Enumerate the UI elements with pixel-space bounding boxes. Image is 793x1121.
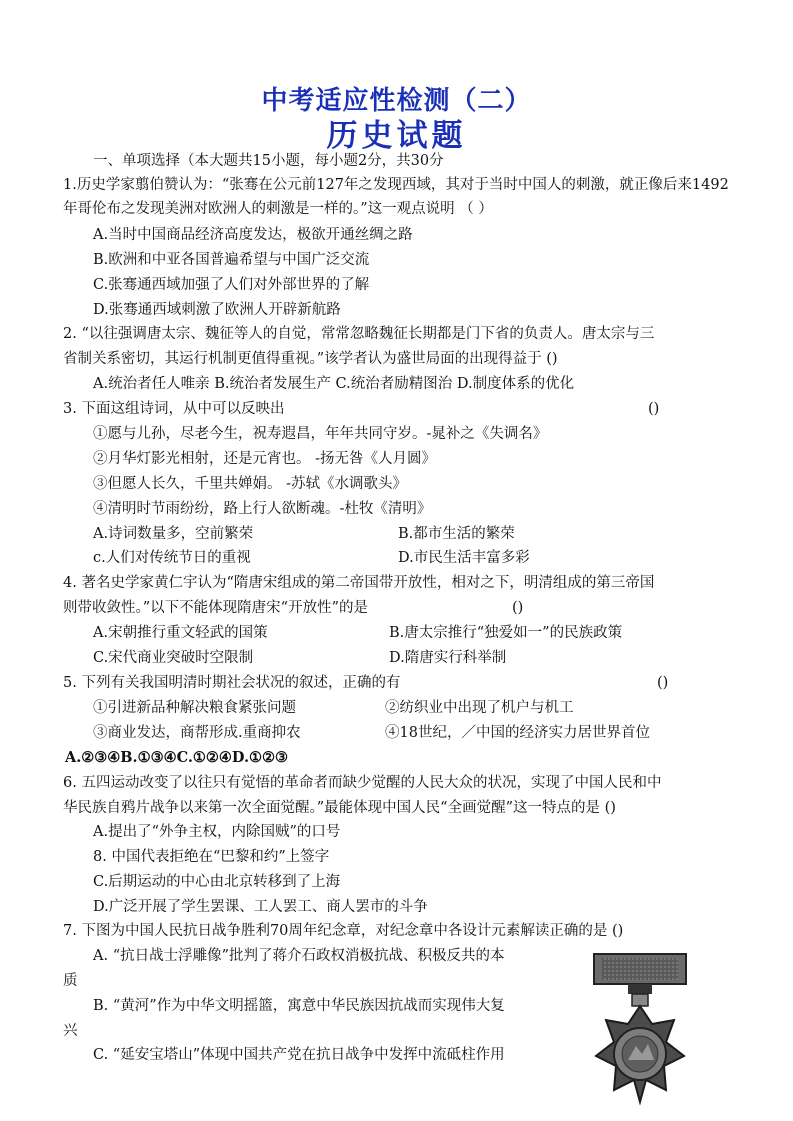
q3-option-d: D.市民生活丰富多彩 [398,550,530,566]
q5-answer-paren: () [657,675,669,691]
q4-option-b: B.唐太宗推行“独爱如一”的民族政策 [389,625,623,641]
medal-ribbon-clasp [628,984,652,994]
q5-item-2: ②纺织业中出现了机户与机工 [385,700,574,716]
q7-stem: 7. 下图为中国人民抗日战争胜利70周年纪念章，对纪念章中各设计元素解读正确的是 () [63,923,624,939]
q2-stem-line1: 2. “以往强调唐太宗、魏征等人的自觉，常常忽略魏征长期都是门下省的负责人。唐太宗与三 [63,326,655,342]
q1-option-d: D.张骞通西域刺激了欧洲人开辟新航路 [93,302,341,318]
q5-options: A.②③④B.①③④C.①②④D.①②③ [65,749,289,766]
q6-stem-line1: 6. 五四运动改变了以往只有觉悟的革命者而缺少觉醒的人民大众的状况，实现了中国人民和中 [63,775,662,791]
q6-option-d: D.广泛开展了学生罢课、工人罢工、商人罢市的斗争 [93,899,428,915]
q7-option-c: C. “延安宝塔山”体现中国共产党在抗日战争中发挥中流砥柱作用 [93,1047,505,1063]
q6-option-c: C.后期运动的中心由北京转移到了上海 [93,874,341,890]
q6-option-a: A.提出了“外争主权，内除国贼”的口号 [93,824,341,840]
q5-stem: 5. 下列有关我国明清时期社会状况的叙述，正确的有 [63,675,401,691]
q6-option-b: 8. 中国代表拒绝在“巴黎和约”上签字 [93,849,330,865]
q7-option-a-line1: A. “抗日战士浮雕像”批判了蒋介石政权消极抗战、积极反共的本 [93,948,505,964]
q3-poem-1: ①愿与儿孙，尽老今生，祝寿遐昌，年年共同守岁。-晁补之《失调名》 [93,426,548,442]
exam-subtitle: 历史试题 [326,118,467,154]
q4-stem-line1: 4. 著名史学家黄仁宇认为“隋唐宋组成的第二帝国带开放性，相对之下，明清组成的第三帝国 [63,575,655,591]
q3-poem-4: ④清明时节雨纷纷，路上行人欲断魂。-杜牧《清明》 [93,501,432,517]
q4-answer-paren: () [512,600,524,616]
q1-stem-line1: 1.历史学家翦伯赞认为：“张骞在公元前127年之发现西域，其对于当时中国人的刺激，就正像后来1492 [63,177,729,193]
q3-poem-2: ②月华灯影光相射，还是元宵也。 -扬无咎《人月圆》 [93,451,437,467]
q5-item-1: ①引进新品种解决粮食紧张问题 [93,700,296,716]
exam-title: 中考适应性检测（二） [261,86,532,116]
q4-option-c: C.宋代商业突破时空限制 [93,650,254,666]
section-header: 一、单项选择（本大题共15小题，每小题2分，共30分 [93,153,444,169]
q3-stem: 3. 下面这组诗词，从中可以反映出 [63,401,285,417]
q4-stem-line2: 则带收敛性。”以下不能体现隋唐宋“开放性”的是 [63,600,368,616]
q1-stem-line2: 年哥伦布之发现美洲对欧洲人的刺激是一样的。”这一观点说明 （ ） [63,201,493,217]
q3-option-c: c.人们对传统节日的重视 [93,550,251,566]
q4-option-d: D.隋唐实行科举制 [389,650,507,666]
q1-option-c: C.张骞通西域加强了人们对外部世界的了解 [93,277,370,293]
q2-options: A.统治者任人唯亲 B.统治者发展生产 C.统治者励精图治 D.制度体系的优化 [93,376,575,392]
q5-item-4: ④18世纪，／中国的经济实力居世界首位 [385,725,650,741]
q7-option-a-line2: 质 [63,973,78,989]
q7-option-b-line2: 兴 [63,1023,78,1039]
medal-ribbon-pattern [602,958,678,980]
q3-answer-paren: () [648,401,660,417]
q3-option-a: A.诗词数量多，空前繁荣 [93,526,254,542]
q3-poem-3: ③但愿人长久，千里共婵娟。 -苏轼《水调歌头》 [93,476,408,492]
q4-option-a: A.宋朝推行重文轻武的国策 [93,625,268,641]
commemorative-medal-image [588,950,692,1110]
q3-option-b: B.都市生活的繁荣 [398,526,515,542]
q2-stem-line2: 省制关系密切，其运行机制更值得重视。”该学者认为盛世局面的出现得益于 () [63,351,558,367]
q1-option-b: B.欧洲和中亚各国普遍希望与中国广泛交流 [93,252,370,268]
q5-item-3: ③商业发达，商帮形成.重商抑农 [93,725,301,741]
q6-stem-line2: 华民族自鸦片战争以来第一次全面觉醒。”最能体现中国人民“全画觉醒”这一特点的是 () [63,800,616,816]
q7-option-b-line1: B. “黄河”作为中华文明摇篮，寓意中华民族因抗战而实现伟大复 [93,998,505,1014]
q1-option-a: A.当时中国商品经济高度发达，极欲开通丝绸之路 [93,227,413,243]
